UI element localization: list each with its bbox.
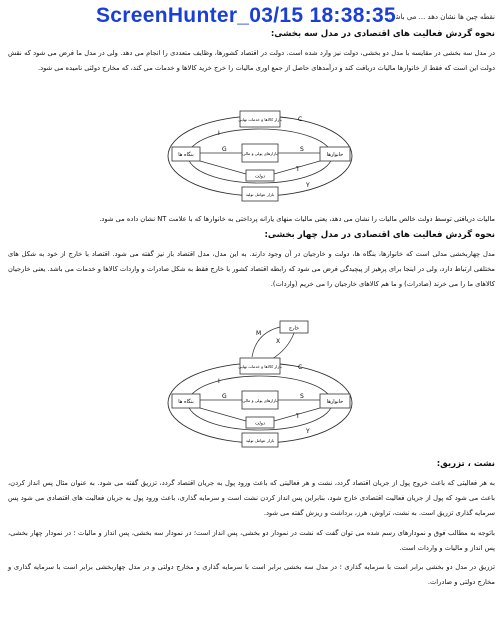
three-sector-diagram [160,107,360,205]
goods-market-label: بازار کالاها و خدمات نهایی [238,117,282,122]
four-sector-paragraph: مدل چهاربخشی مدلی است که خانوارها، بنگاه ها، دولت و خارجیان در آن وجود دارند. به این مدل، مدل اقتصاد باز نیز گفته می شود. اقتصاد با خارج از خود به شکل های مختلفی ارتباط دارد، ولی در اینجا برای پرهیز از پیچیدگی فرض می شود که رابطه اقتصاد کشور با خارج فقط به شکل صادرات و واردات کالاها و خدمات می باشد. یعنی خارجیان کالاهای ما را می خرند (صادرات) و ما هم کالاهای خارجیان را می خریم (واردات). [8,250,495,288]
households-label-4: خانوارها [326,399,344,405]
firms-label-4: بنگاه ها [178,399,194,405]
government-label-4: دولت [255,421,265,427]
firms-label: بنگاه ها [178,152,194,158]
three-sector-heading: نحوه گردش فعالیت های اقتصادی در مدل سه بخشی: [270,29,495,39]
label-T-4: T [296,413,300,420]
factor-market-label: بازار عوامل تولید [245,192,275,197]
leakage-injection-heading: نشت ، تزریق: [436,459,495,469]
label-M: M [256,330,262,337]
three-sector-caption: مالیات دریافتی توسط دولت خالص مالیات را نشان می دهد، یعنی مالیات منهای یارانه پرداختی به خانوارها که با علامت NT نشان داده می شود. [99,215,495,223]
screenhunter-watermark: ScreenHunter_03/15 18:38:35 [96,4,396,27]
four-sector-diagram [160,319,360,451]
label-I: I [218,130,220,137]
leakage-summary-paragraph: باتوجه به مطالب فوق و نمودارهای رسم شده می توان گفت که نشت در نمودار دو بخشی، پس انداز است؛ در نمودار سه بخشی، پس انداز و مالیات ؛ در نمودار چهار بخشی، پس انداز و مالیات و واردات است. [8,529,495,552]
injection-paragraph: تزریق در مدل دو بخشی برابر است با سرمایه گذاری ؛ در مدل سه بخشی برابر است با سرمایه گذاری و مخارج دولتی و در مدل چهاربخشی برابر است با سرمایه گذاری و مخارج دولتی و صادرات. [8,563,495,586]
label-G: G [222,146,227,153]
government-label: دولت [255,174,265,180]
label-G-4: G [222,393,227,400]
label-S: S [300,146,304,153]
label-I-4: I [218,378,220,385]
label-C: C [298,116,303,123]
financial-market-label: بازارهای پولی و مالی [242,151,278,156]
previous-text-line: نقطه چین ها نشان دهد ... می باشد. [388,13,495,21]
three-sector-paragraph: در مدل سه بخشی در مقایسه با مدل دو بخشی، دولت نیز وارد شده است. دولت در اقتصاد کشورها، وظایف متعددی را انجام می دهد. ولی در مدل ما فرض می شود که نقش دولت این است که فقط از خانوارها مالیات دریافت کند و درآمدهای حاصل از جمع اوری مالیات را خرج خرید کالاها و خدمات می کند، که مخارج دولتی نامیده می شود. [8,49,495,72]
leakage-paragraph: به هر فعالیتی که باعث خروج پول از جریان اقتصاد گردد، نشت و هر فعالیتی که باعث ورود پول به جریان اقتصاد گردد، تزریق گفته می شود. به عنوان مثال پس انداز کردن، باعث می شود که پول از جریان فعالیت اقتصادی خارج شود، بنابراین پس انداز کردن نشت است و سرمایه گذاری، باعث ورود پول به جریان فعالیت های اقتصادی می شود پس سرمایه گذاری تزریق است. به نشت، تراوش، هرز، برداشت و ریزش گفته می شود. [8,479,495,517]
households-label: خانوارها [326,152,344,158]
outside-world-label: خارج [288,325,300,332]
spending-arrow-4 [200,408,246,421]
label-Y-4: Y [306,428,310,435]
label-S-4: S [300,393,304,400]
factor-market-label-4: بازار عوامل تولید [245,438,275,443]
financial-market-label-4: بازارهای پولی و مالی [242,398,278,403]
export-arrow [272,333,294,359]
four-sector-heading: نحوه گردش فعالیت های اقتصادی در مدل چهار بخشی: [264,230,495,240]
spending-arrow [200,161,246,174]
goods-market-label-4: بازار کالاها و خدمات نهایی [238,364,282,369]
label-T: T [296,166,300,173]
label-Y: Y [306,182,310,189]
label-C-4: C [298,364,303,371]
label-X: X [276,338,281,345]
